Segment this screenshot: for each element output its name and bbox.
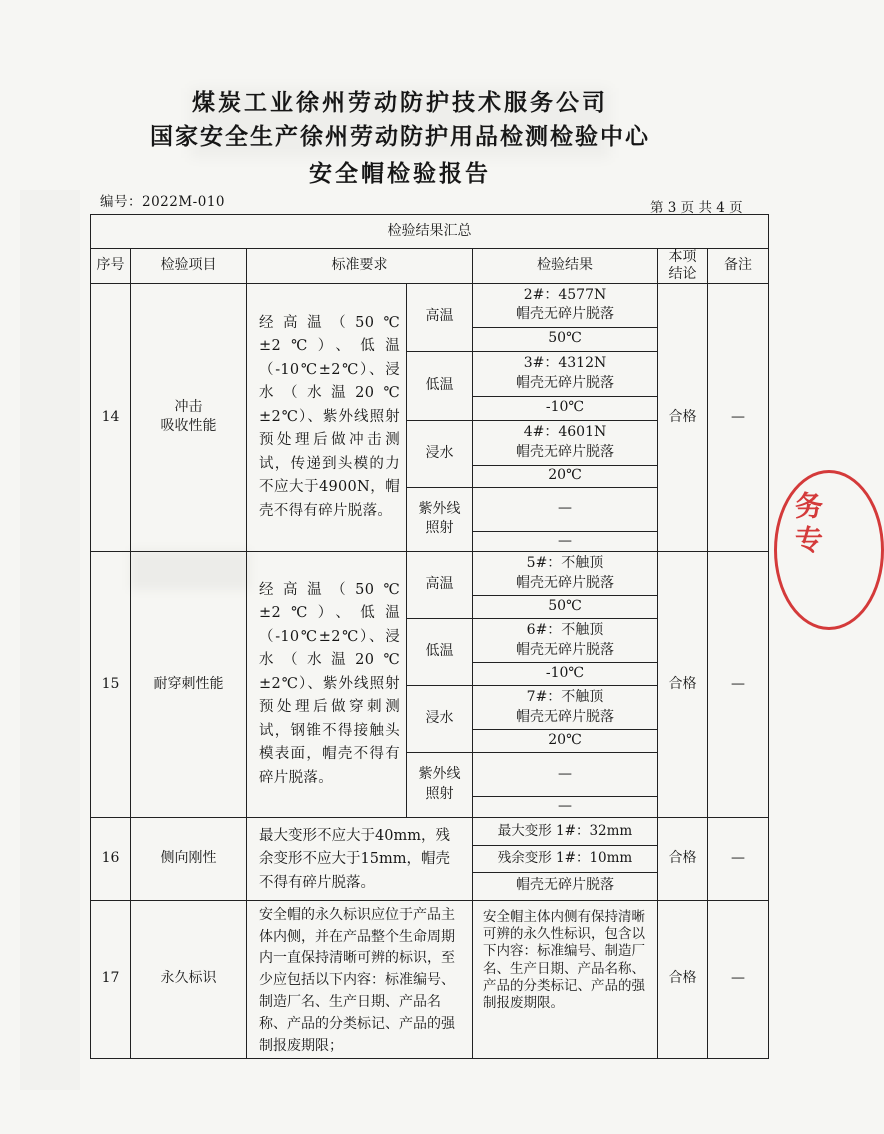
standard-cell: 最大变形不应大于40mm，残余变形不应大于15mm，帽壳不得有碎片脱落。 xyxy=(247,817,473,900)
temperature-cell: 20℃ xyxy=(473,730,658,753)
result-note: 帽壳无碎片脱落 xyxy=(516,574,614,591)
standard-cell: 经高温（50℃±2℃）、低温（-10℃±2℃）、浸水（水温20℃±2℃）、紫外线照射预处理后做冲击测试，传递到头模的力不应大于4900N，帽壳不得有碎片脱落。 xyxy=(247,283,407,552)
result-cell xyxy=(473,420,658,465)
table-row xyxy=(91,552,769,596)
company-name: 煤炭工业徐州劳动防护技术服务公司 xyxy=(192,89,608,116)
conclusion-cell: 合格 xyxy=(658,283,708,552)
result-note: 帽壳无碎片脱落 xyxy=(516,443,614,460)
temperature-cell: 50℃ xyxy=(473,327,658,351)
result-note: 帽壳无碎片脱落 xyxy=(516,641,614,658)
result-cell: — xyxy=(473,753,658,797)
header-remark: 备注 xyxy=(708,249,769,284)
seq-cell: 16 xyxy=(91,817,131,900)
item-cell: 耐穿刺性能 xyxy=(131,552,247,818)
condition-cell: 浸水 xyxy=(407,686,473,753)
result-cell xyxy=(473,283,658,327)
temperature-cell: -10℃ xyxy=(473,663,658,686)
seq-cell: 15 xyxy=(91,552,131,818)
report-title: 安全帽检验报告 xyxy=(309,160,491,187)
table-title-row xyxy=(91,215,769,249)
item-cell: 侧向刚性 xyxy=(131,817,247,900)
header-result: 检验结果 xyxy=(473,249,658,284)
condition-cell: 低温 xyxy=(407,351,473,420)
conclusion-cell: 合格 xyxy=(658,552,708,818)
item-line2: 吸收性能 xyxy=(160,418,217,435)
condition-cell xyxy=(407,753,473,818)
report-number: 编号：2022M-010 xyxy=(100,194,226,210)
stamp-text: 务专 xyxy=(791,491,824,559)
item-cell: 永久标识 xyxy=(131,900,247,1058)
item-cell xyxy=(131,283,247,552)
result-note: 帽壳无碎片脱落 xyxy=(516,306,614,323)
result-note: 帽壳无碎片脱落 xyxy=(516,708,614,725)
remark-cell: — xyxy=(708,817,769,900)
result-note: 帽壳无碎片脱落 xyxy=(516,374,614,391)
result-value: 4#：4601N xyxy=(523,424,607,440)
result-cell: 最大变形 1#：32mm xyxy=(473,817,658,845)
temperature-cell: — xyxy=(473,797,658,818)
conclusion-cell: 合格 xyxy=(658,900,708,1058)
seq-cell: 14 xyxy=(91,283,131,552)
result-value: 7#：不触顶 xyxy=(526,689,604,706)
standard-cell: 安全帽的永久标识应位于产品主体内侧，并在产品整个生命周期内一直保持清晰可辨的标识，至少应包括以下内容：标准编号、制造厂名、生产日期、产品名称、产品的分类标记、产品的强制报废期限； xyxy=(247,900,473,1058)
result-cell: 帽壳无碎片脱落 xyxy=(473,872,658,900)
condition-cell: 低温 xyxy=(407,619,473,686)
result-value: 2#：4577N xyxy=(523,286,607,303)
result-value: 5#：不触顶 xyxy=(526,555,604,572)
table-row xyxy=(91,283,769,327)
seq-cell: 17 xyxy=(91,900,131,1058)
remark-cell: — xyxy=(708,283,769,552)
condition-line2: 照射 xyxy=(425,520,454,537)
result-value: 3#：4312N xyxy=(523,355,607,371)
condition-cell: 高温 xyxy=(407,283,473,351)
result-cell xyxy=(473,351,658,396)
temperature-cell: 20℃ xyxy=(473,465,658,487)
header-conclusion-line1: 本项 xyxy=(668,249,697,265)
condition-cell: 高温 xyxy=(407,552,473,619)
result-cell xyxy=(473,552,658,596)
page-indicator: 第 3 页 共 4 页 xyxy=(650,200,743,216)
condition-line2: 照射 xyxy=(425,785,454,802)
result-cell: — xyxy=(473,487,658,531)
header-conclusion xyxy=(658,249,708,284)
result-cell: 安全帽主体内侧有保持清晰可辨的永久性标识，包含以下内容：标准编号、制造厂名、生产日期、产品名称、产品的分类标记、产品的强制报废期限。 xyxy=(473,900,658,1058)
standard-cell: 经高温（50℃±2℃）、低温（-10℃±2℃）、浸水（水温20℃±2℃）、紫外线照射预处理后做穿刺测试，钢锥不得接触头模表面，帽壳不得有碎片脱落。 xyxy=(247,552,407,818)
table-row xyxy=(91,817,769,845)
condition-cell xyxy=(407,487,473,552)
section-title: 检验结果汇总 xyxy=(91,215,769,249)
header-item: 检验项目 xyxy=(131,249,247,284)
conclusion-cell: 合格 xyxy=(658,817,708,900)
condition-cell: 浸水 xyxy=(407,420,473,487)
results-table xyxy=(90,214,769,1059)
table-header-row xyxy=(91,249,769,284)
result-value: 6#：不触顶 xyxy=(526,622,604,639)
header-standard: 标准要求 xyxy=(247,249,473,284)
remark-cell: — xyxy=(708,900,769,1058)
item-line1: 冲击 xyxy=(174,398,203,415)
center-name: 国家安全生产徐州劳动防护用品检测检验中心 xyxy=(150,123,650,150)
official-stamp xyxy=(774,470,884,630)
condition-line1: 紫外线 xyxy=(418,500,461,517)
remark-cell: — xyxy=(708,552,769,818)
result-cell: 残余变形 1#：10mm xyxy=(473,845,658,872)
result-cell xyxy=(473,686,658,730)
header-conclusion-line2: 结论 xyxy=(668,265,697,282)
header-seq: 序号 xyxy=(91,249,131,284)
condition-line1: 紫外线 xyxy=(418,766,461,783)
result-cell xyxy=(473,619,658,663)
temperature-cell: — xyxy=(473,531,658,552)
temperature-cell: 50℃ xyxy=(473,596,658,619)
temperature-cell: -10℃ xyxy=(473,396,658,420)
table-row xyxy=(91,900,769,1058)
